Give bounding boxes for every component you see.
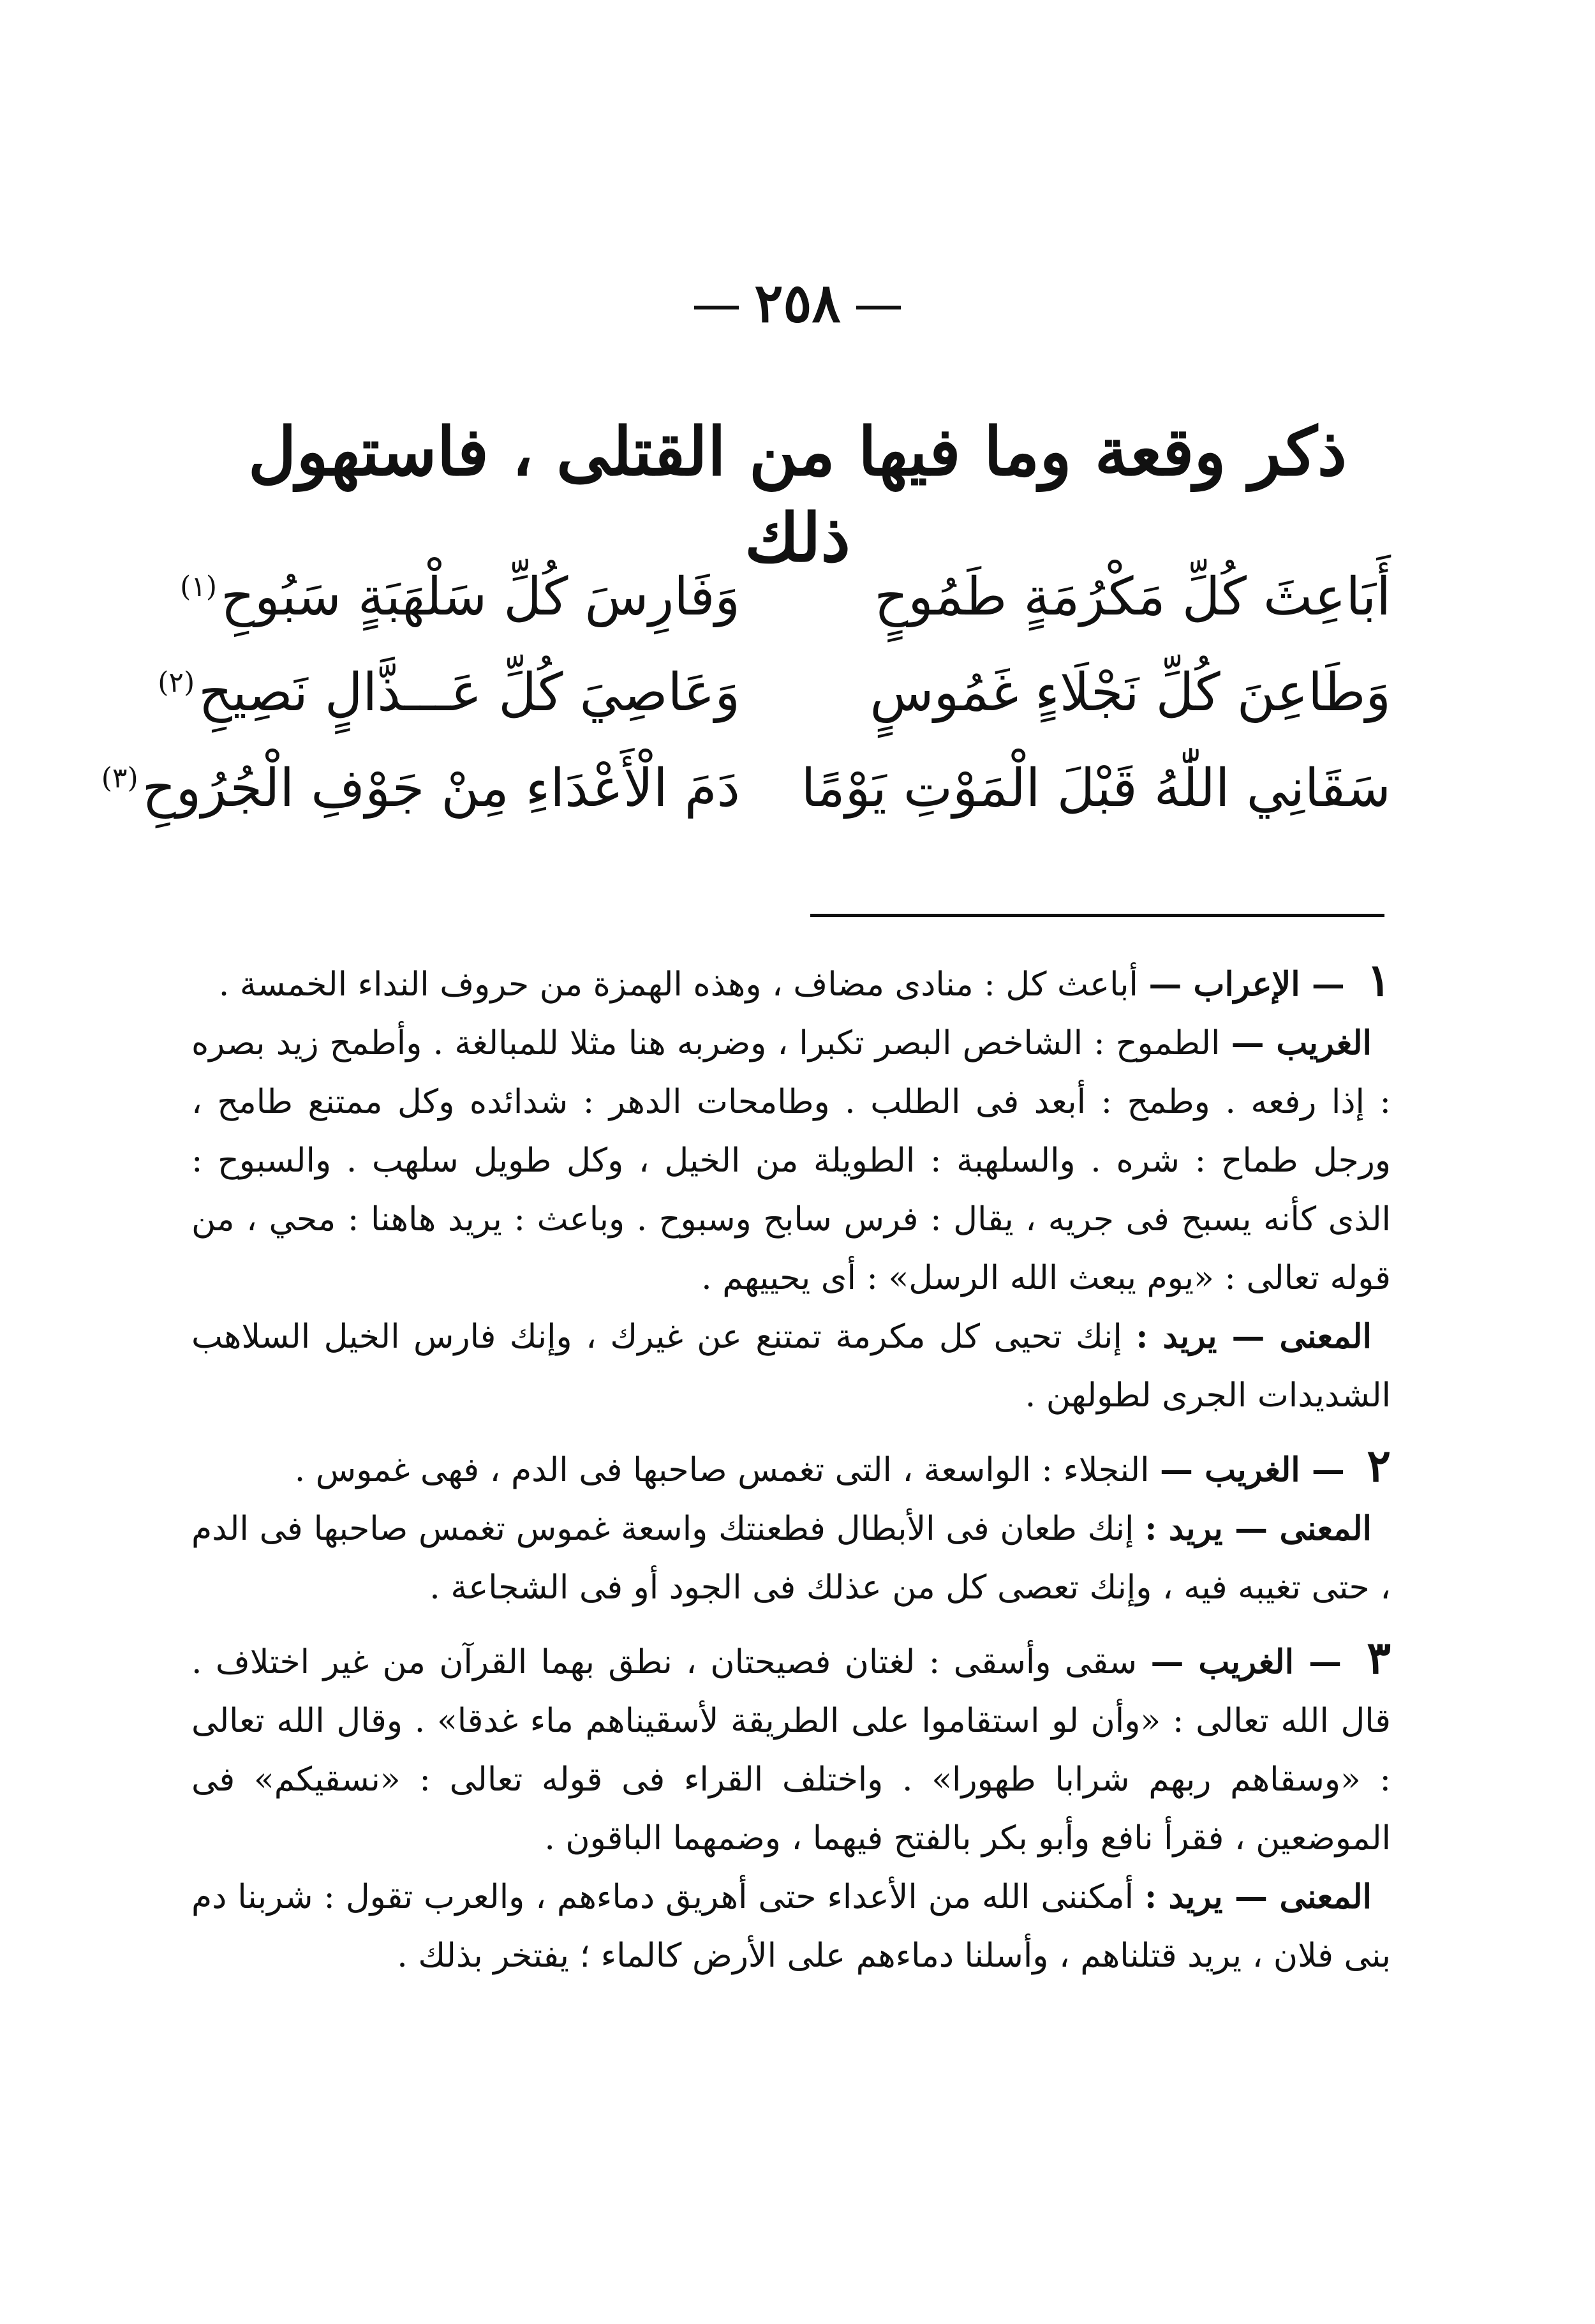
verse-1-second-hemistich [180,566,740,627]
verse-1-first-hemistich: أَبَاعِثَ كُلِّ مَكْرُمَةٍ طَمُوحٍ [874,566,1391,627]
note-2-label-2: المعنى — يريد : [1145,1509,1372,1548]
note-1-text-3: إنك تحيى كل مكرمة تمتنع عن غيرك ، وإنك فارس الخيل السلاهب الشديدات الجرى لطولهن . [191,1318,1391,1415]
note-1-paragraph-3 [191,1307,1391,1425]
verse-2 [158,644,1391,740]
footnote-separator [810,914,1384,917]
verse-3-second-text: دَمَ الْأَعْدَاءِ مِنْ جَوْفِ الْجُرُوحِ [142,757,740,819]
verse-2-footnote-marker: (٢) [158,666,195,699]
note-2-text-2: إنك طعان فى الأبطال فطعنتك واسعة غموس تغمس صاحبها فى الدم ، حتى تغيبه فيه ، وإنك تعصى كل من عذلك فى الجود أو فى الشجاعة . [191,1510,1391,1607]
note-2-label-1: — الغريب — [1160,1450,1345,1489]
note-1-label-3: المعنى — يريد : [1136,1317,1372,1356]
verse-3 [101,740,1391,836]
note-3-paragraph-1 [191,1628,1391,1868]
verse-2-second-text: وَعَاصِيَ كُلِّ عَـــذَّالٍ نَصِيحِ [198,662,740,723]
verse-2-first-hemistich: وَطَاعِنَ كُلِّ نَجْلَاءٍ غَمُوسٍ [870,662,1391,723]
verse-3-footnote-marker: (٣) [101,762,138,795]
chapter-title: ذكر وقعة وما فيها من القتلى ، فاستهول ذلك [248,412,1347,577]
note-3-label-1: — الغريب — [1150,1642,1342,1681]
poem-verses [101,549,1391,836]
note-2 [191,1436,1391,1617]
note-2-paragraph-1 [191,1436,1391,1500]
note-3-label-2: المعنى — يريد : [1144,1877,1372,1916]
note-3-text-2: أمكننى الله من الأعداء حتى أهريق دماءهم ، والعرب تقول : شربنا دم بنى فلان ، يريد قتلناهم ، وأسلنا دماءهم على الأرض كالماء ؛ يفتخر بذلك . [191,1878,1391,1975]
commentary-notes [191,951,1391,1997]
page-number-dash-left [694,306,739,309]
note-1-number: ١ [1367,953,1391,1006]
verse-3-first-hemistich: سَقَانِي اللّٰهُ قَبْلَ الْمَوْتِ يَوْمًا [801,757,1391,819]
note-1-paragraph-2 [191,1014,1391,1307]
note-3-paragraph-2 [191,1868,1391,1985]
note-3-text-1: سقى وأسقى : لغتان فصيحتان ، نطق بهما القرآن من غير اختلاف . قال الله تعالى : «وأن لو استقاموا على الطريقة لأسقيناهم ماء غدقا» . وقال الله تعالى : «وسقاهم ربهم شرابا طهورا» . واختلف القراء فى قوله تعالى : «نسقيكم» فى الموضعين ، فقرأ نافع وأبو بكر بالفتح فيهما ، وضمهما الباقون . [191,1643,1391,1858]
note-1-text-1: أباعث كل : منادى مضاف ، وهذه الهمزة من حروف النداء الخمسة . [218,965,1138,1004]
verse-1-footnote-marker: (١) [180,570,218,604]
note-1-paragraph-1 [191,951,1391,1014]
note-2-paragraph-2 [191,1500,1391,1617]
page-number-dash-right [856,306,901,309]
page-number [0,271,1595,334]
note-1-label-1: — الإعراب — [1148,965,1345,1004]
verse-2-second-hemistich [158,662,740,723]
note-1-label-2: الغريب — [1231,1024,1372,1062]
note-3 [191,1628,1391,1985]
verse-3-second-hemistich [101,757,740,819]
note-1 [191,951,1391,1425]
verse-1-second-text: وَفَارِسَ كُلِّ سَلْهَبَةٍ سَبُوحِ [221,566,740,627]
note-1-text-2: الطموح : الشاخص البصر تكبرا ، وضربه هنا مثلا للمبالغة . وأطمح زيد بصره : إذا رفعه . وطمح : أبعد فى الطلب . وطامحات الدهر : شدائده وكل ممتنع طامح ، ورجل طماح : شره . والسلهبة : الطويلة من الخيل ، وكل طويل سلهب . والسبوح : الذى كأنه يسبح فى جريه ، يقال : فرس سابح وسبوح . وباعث : يريد هاهنا : محي ، من قوله تعالى : «يوم يبعث الله الرسل» : أى يحييهم . [191,1024,1391,1297]
note-2-number: ٢ [1367,1439,1391,1492]
note-2-text-1: النجلاء : الواسعة ، التى تغمس صاحبها فى الدم ، فهى غموس . [294,1451,1150,1489]
verse-1 [180,549,1391,644]
note-3-number: ٣ [1367,1631,1391,1684]
page-number-value: ٢٥٨ [754,271,841,334]
